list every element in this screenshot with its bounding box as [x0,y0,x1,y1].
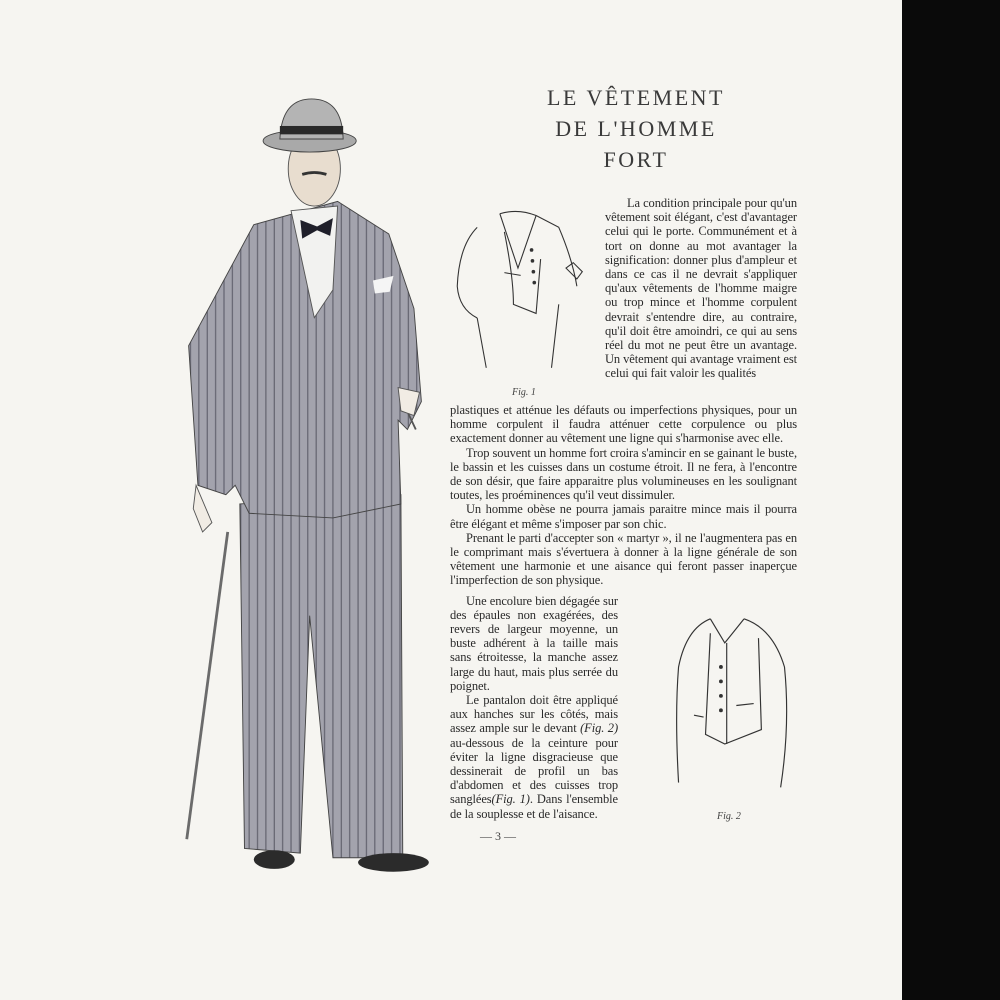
black-border-strip [902,0,1000,1000]
paragraph-1: La condition principale pour qu'un vêtement soit élégant, c'est d'avantager celui qui le porte. Communément et à tort on donne au mot avantager la signification: donner plus d'ampleur et dans ce cas il ne devrait s'appliquer qu'aux vêtements de l'homme maigre ou trop mince et l'homme corpulent devrait s'entendre dire, au contraire, qu'il doit être amoindri, ce qui au sens réel du mot ne peut être un avantage. Un vêtement qui avantage vraiment est celui qui fait valoir les qualités [605,196,797,381]
figure-1-reference: (Fig. 1) [491,792,530,807]
figure-1-caption: Fig. 1 [512,387,536,398]
paragraph-4: Prenant le parti d'accepter son « martyr », il ne l'augmentera pas en le comprimant mais s'évertuera à donner à la ligne générale de son vêtement une harmonie et une aisance qui feront passer inaperçue l'imperfection de son physique. [450,530,797,588]
page-title [520,82,752,175]
paragraph-2: Trop souvent un homme fort croira s'amincir en se gainant le buste, le bassin et les cuisses dans un costume étroit. Il ne fera, à l'encontre de son désir, que faire apparaitre plus volumineuses en les soulignant toutes, les proéminences qu'il veut dissimuler. [450,445,797,503]
figure-2 [667,608,797,823]
figure-1-sketch [450,196,595,381]
text-column-middle [450,403,797,588]
page-number: — 3 — [480,828,516,843]
paragraph-6 [450,693,618,821]
text-column-bottom [450,594,618,821]
figure-2-caption: Fig. 2 [717,810,741,822]
paragraph-3: Un homme obèse ne pourra jamais paraitre mince mais il pourra être élégant et même s'imposer par son chic. [450,502,797,531]
paragraph-6-text-a: Le pantalon doit être appliqué aux hanches sur les côtés, mais assez ample sur le devant [450,693,618,736]
paragraph-6-text-b: au-dessous de la ceinture pour éviter la ligne disgracieuse que dessinerait de profil un bas d'abdomen et des cuisses trop sanglées [450,735,618,807]
paragraph-1-continued: plastiques et atténue les défauts ou imperfections physiques, pour un homme corpulent il faudra atténuer cette corpulence ou plus exactement donner au vêtement une ligne qui s'harmonise avec elle. [450,403,797,446]
top-row [450,196,797,399]
title-line-1: LE VÊTEMENT [546,85,725,110]
paragraph-5: Une encolure bien dégagée sur des épaules non exagérées, des revers de largeur moyenne, un buste adhérent à la taille mais sans étroitesse, la manche assez large du haut, mais plus serrée du poignet. [450,593,618,693]
title-line-2: DE L'HOMME FORT [555,116,717,172]
figure-2-sketch [667,608,797,803]
bottom-left [450,588,618,843]
figure-2-reference: (Fig. 2) [580,721,619,736]
article-body [450,196,797,843]
text-column-top [605,196,797,381]
illustration-man-in-suit [170,65,440,915]
paragraph-6-text-c: . Dans l'ensemble de la souplesse et de l'aisance. [450,792,618,821]
figure-1 [450,196,595,399]
bottom-row [450,588,797,843]
